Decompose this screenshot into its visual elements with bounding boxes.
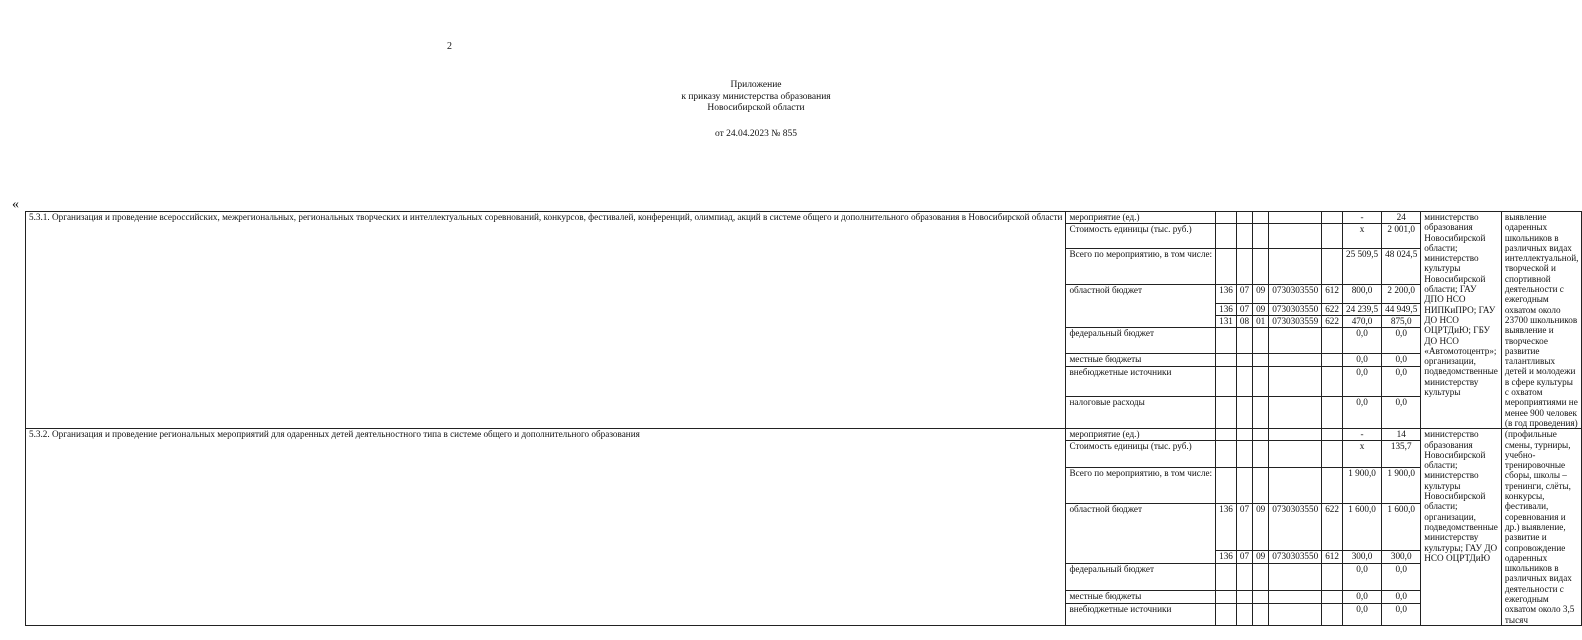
row-label: областной бюджет [1066, 285, 1216, 328]
appendix-date: от 24.04.2023 № 855 [715, 128, 797, 139]
measure-name: 5.3.2. Организация и проведение региональных мероприятий для одаренных детей деятельностного типа в системе общего и дополнительного образования [26, 429, 1066, 626]
code-cell: 622 [1322, 316, 1343, 328]
executor-cell: министерство образования Новосибирской области; министерство культуры Новосибирской области; организации, подведомственные министерству культуры; ГАУ ДО НСО ОЦРТДиЮ [1421, 429, 1502, 626]
result-cell: выявление одаренных школьников в различных видах интеллектуальной, творческой и спортивной деятельности с ежегодным охватом около 23700 школьников выявление и творческое развитие талантливых детей и молодежи в сфере культуры с охватом мероприятиями не менее 900 человек (в год проведения) [1501, 212, 1582, 429]
value-cell: 0,0 [1382, 397, 1421, 429]
value-cell: 0,0 [1342, 397, 1381, 429]
value-cell: 14 [1382, 429, 1421, 441]
row-label: внебюджетные источники [1066, 603, 1216, 625]
code-cell: 08 [1236, 316, 1252, 328]
row-label: местные бюджеты [1066, 354, 1216, 367]
row-label: Стоимость единицы (тыс. руб.) [1066, 224, 1216, 249]
appendix-region: Новосибирской области [707, 103, 805, 113]
value-cell: 0,0 [1382, 603, 1421, 625]
appendix-header [598, 80, 914, 140]
value-cell: 0,0 [1382, 590, 1421, 603]
measures-table [25, 211, 1582, 626]
value-cell: 470,0 [1342, 316, 1381, 328]
value-cell: 0,0 [1382, 367, 1421, 397]
value-cell: 25 509,5 [1342, 249, 1381, 285]
row-label: областной бюджет [1066, 504, 1216, 564]
value-cell: 1 900,0 [1382, 468, 1421, 504]
code-cell: 0730303550 [1269, 285, 1322, 304]
value-cell: х [1342, 441, 1381, 468]
row-label: Всего по мероприятию, в том числе: [1066, 249, 1216, 285]
code-cell: 622 [1322, 304, 1343, 316]
measure-name: 5.3.1. Организация и проведение всероссийских, межрегиональных, региональных творческих и интеллектуальных соревнований, конкурсов, фестивалей, конференций, олимпиад, акций в системе общего и дополнительного образования в Новосибирской области [26, 212, 1066, 429]
appendix-order-ref: к приказу министерства образования [681, 91, 831, 102]
table-row [26, 429, 1582, 441]
code-cell: 136 [1216, 285, 1237, 304]
row-label: Всего по мероприятию, в том числе: [1066, 468, 1216, 504]
value-cell: 2 001,0 [1382, 224, 1421, 249]
page-number: 2 [447, 41, 452, 52]
value-cell: 0,0 [1342, 563, 1381, 590]
value-cell: 0,0 [1342, 603, 1381, 625]
code-cell: 09 [1253, 304, 1269, 316]
value-cell: х [1342, 224, 1381, 249]
value-cell: 0,0 [1382, 328, 1421, 354]
value-cell: 24 [1382, 212, 1421, 224]
row-label: мероприятие (ед.) [1066, 212, 1216, 224]
code-cell: 622 [1322, 504, 1343, 551]
result-cell: (профильные смены, турниры, учебно-тренировочные сборы, школы – тренинги, слёты, конкурсы, фестивали, соревнования и др.) выявление, развитие и сопровождение одаренных школьников в различных видах деятельности с ежегодным охватом около 3,5 тысяч [1501, 429, 1582, 626]
code-cell: 01 [1253, 316, 1269, 328]
code-cell: 09 [1253, 504, 1269, 551]
value-cell: - [1342, 429, 1381, 441]
row-label: местные бюджеты [1066, 590, 1216, 603]
code-cell: 07 [1236, 550, 1252, 563]
appendix-title: Приложение [730, 80, 782, 90]
code-cell: 07 [1236, 504, 1252, 551]
value-cell: 300,0 [1342, 550, 1381, 563]
value-cell: 135,7 [1382, 441, 1421, 468]
row-label: налоговые расходы [1066, 397, 1216, 429]
row-label: мероприятие (ед.) [1066, 429, 1216, 441]
row-label: внебюджетные источники [1066, 367, 1216, 397]
row-label: Стоимость единицы (тыс. руб.) [1066, 441, 1216, 468]
value-cell: 875,0 [1382, 316, 1421, 328]
code-cell: 0730303550 [1269, 304, 1322, 316]
value-cell: 300,0 [1382, 550, 1421, 563]
row-label: федеральный бюджет [1066, 328, 1216, 354]
code-cell: 136 [1216, 304, 1237, 316]
code-cell: 09 [1253, 550, 1269, 563]
value-cell: 48 024,5 [1382, 249, 1421, 285]
value-cell: 0,0 [1342, 354, 1381, 367]
row-label: федеральный бюджет [1066, 563, 1216, 590]
value-cell: 1 600,0 [1342, 504, 1381, 551]
executor-cell: министерство образования Новосибирской области; министерство культуры Новосибирской области; ГАУ ДПО НСО НИПКиПРО; ГАУ ДО НСО ОЦРТДиЮ; ГБУ ДО НСО «Автомотоцентр»; организации, подведомственные министерству культуры [1421, 212, 1502, 429]
value-cell: 0,0 [1342, 367, 1381, 397]
open-quote: « [12, 197, 19, 212]
value-cell: - [1342, 212, 1381, 224]
value-cell: 800,0 [1342, 285, 1381, 304]
code-cell: 612 [1322, 285, 1343, 304]
table-row [26, 212, 1582, 224]
code-cell: 07 [1236, 285, 1252, 304]
value-cell: 1 900,0 [1342, 468, 1381, 504]
value-cell: 24 239,5 [1342, 304, 1381, 316]
code-cell: 0730303559 [1269, 316, 1322, 328]
code-cell: 612 [1322, 550, 1343, 563]
value-cell: 44 949,5 [1382, 304, 1421, 316]
code-cell: 0730303550 [1269, 550, 1322, 563]
code-cell: 07 [1236, 304, 1252, 316]
code-cell: 136 [1216, 504, 1237, 551]
value-cell: 0,0 [1342, 590, 1381, 603]
code-cell: 131 [1216, 316, 1237, 328]
code-cell: 09 [1253, 285, 1269, 304]
value-cell: 0,0 [1342, 328, 1381, 354]
value-cell: 0,0 [1382, 354, 1421, 367]
code-cell: 0730303550 [1269, 504, 1322, 551]
code-cell: 136 [1216, 550, 1237, 563]
value-cell: 1 600,0 [1382, 504, 1421, 551]
value-cell: 0,0 [1382, 563, 1421, 590]
value-cell: 2 200,0 [1382, 285, 1421, 304]
